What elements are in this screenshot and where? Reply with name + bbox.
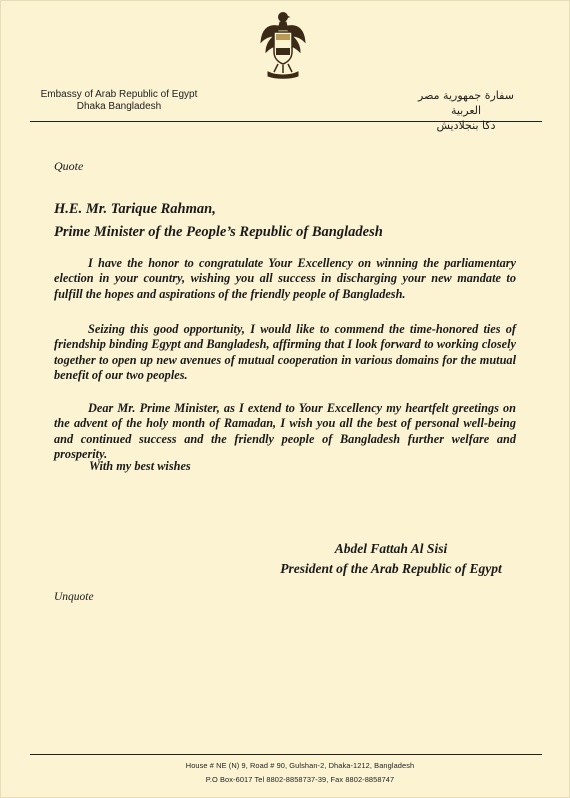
footer-divider xyxy=(30,754,542,755)
addressee-block xyxy=(54,198,383,244)
footer-contact xyxy=(120,759,480,787)
letterhead-left xyxy=(38,89,200,113)
addressee-title: Prime Minister of the People’s Republic of Bangladesh xyxy=(54,224,383,240)
signatory-name: Abdel Fattah Al Sisi xyxy=(334,541,448,556)
embassy-city-arabic: دكا بنجلاديش xyxy=(436,119,496,132)
signature-block xyxy=(260,539,522,579)
letterhead-right-arabic xyxy=(406,88,526,133)
footer-phone-fax: P.O Box-6017 Tel 8802-8858737-39, Fax 8802-8858747 xyxy=(205,775,395,784)
eagle-emblem-icon xyxy=(258,8,308,80)
quote-label: Quote xyxy=(54,159,84,173)
embassy-name-arabic: سفارة جمهورية مصر العربية xyxy=(418,89,514,117)
footer-address: House # NE (N) 9, Road # 90, Gulshan-2, Dhaka-1212, Bangladesh xyxy=(185,761,415,770)
paragraph-1: I have the honor to congratulate Your Excellency on winning the parliamentary election in your country, wishing you all success in discharging your new mandate to fulfill the hopes and aspirations of the friendly people of Bangladesh. xyxy=(54,256,516,301)
header-divider xyxy=(30,121,542,122)
signatory-title: President of the Arab Republic of Egypt xyxy=(280,561,502,576)
addressee-name: H.E. Mr. Tarique Rahman, xyxy=(54,201,216,217)
paragraph-3: Dear Mr. Prime Minister, as I extend to Your Excellency my heartfelt greetings on the advent of the holy month of Ramadan, I wish you all the best of personal well-being and continued success and the friendly people of Bangladesh further welfare and prosperity. xyxy=(54,401,516,462)
unquote-label: Unquote xyxy=(54,591,94,603)
embassy-name: Embassy of Arab Republic of Egypt xyxy=(40,89,198,100)
embassy-city: Dhaka Bangladesh xyxy=(76,101,162,112)
closing-line: With my best wishes xyxy=(89,459,191,473)
paragraph-2: Seizing this good opportunity, I would like to commend the time-honored ties of friendship binding Egypt and Bangladesh, affirming that I look forward to working closely together to open up new avenues of mutual cooperation in various domains for the mutual benefit of our two peoples. xyxy=(54,322,516,383)
